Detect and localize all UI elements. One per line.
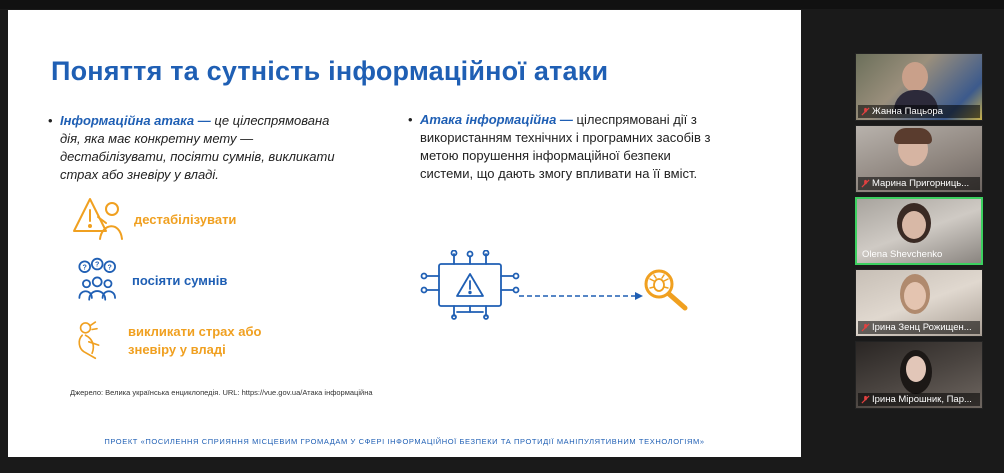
participant-name-text: Ірина Мірошник, Пар...	[872, 394, 972, 405]
bullet: •	[408, 112, 413, 127]
attack-diagram	[419, 250, 701, 320]
slide-title: Поняття та сутність інформаційної атаки	[51, 56, 609, 86]
slide-footer: ПРОЕКТ «ПОСИЛЕННЯ СПРИЯННЯ МІСЦЕВИМ ГРОМАДАМ У СФЕРІ ІНФОРМАЦІЙНОЇ БЕЗПЕКИ ТА ПРОТИДІЇ МАНІПУЛЯТИВНИМ ТЕХНОЛОГІЯМ»	[104, 437, 705, 446]
participant-name	[859, 248, 979, 261]
definition-right	[408, 111, 720, 183]
participant-tile[interactable]	[855, 269, 983, 337]
participant-name	[858, 321, 980, 334]
group-question-icon	[74, 256, 124, 306]
definition-text: цілеспрямовані дії з використанням технічних і програмних засобів з метою порушення інформаційної безпеки системи, що дають змогу впливати на її вміст.	[420, 112, 711, 181]
item-label: дестабілізувати	[134, 212, 237, 227]
participant-name	[858, 393, 980, 406]
participant-name	[858, 105, 980, 118]
computer-network-icon	[422, 251, 519, 320]
muted-mic-icon	[861, 179, 870, 188]
svg-text:?: ?	[107, 263, 112, 272]
fear-person-icon	[74, 316, 120, 366]
participant-name-text: Ірина Зенц Рожищен...	[872, 322, 972, 333]
participant-name-text: Марина Пригорниць...	[872, 178, 970, 189]
definition-left	[48, 112, 350, 184]
participant-tile[interactable]	[855, 341, 983, 409]
definition-term: Атака інформаційна —	[420, 112, 573, 127]
definition-text: це цілеспрямована дія, яка має конкретну мету — дестабілізувати, посіяти сумнів, викликати страх або зневіру у владі.	[60, 113, 335, 182]
bullet: •	[48, 113, 53, 128]
muted-mic-icon	[861, 395, 870, 404]
item-label-text: викликати страх або зневіру у владі	[128, 324, 262, 357]
participant-name-text: Olena Shevchenko	[862, 249, 943, 260]
participant-name	[858, 177, 980, 190]
participant-tile[interactable]	[855, 125, 983, 193]
svg-text:?: ?	[82, 263, 87, 272]
warning-person-icon	[70, 195, 126, 245]
item-doubt	[74, 256, 227, 306]
shared-slide	[8, 10, 801, 457]
item-fear	[74, 316, 278, 366]
item-label: посіяти сумнів	[132, 273, 228, 288]
bug-magnifier-icon	[646, 271, 685, 308]
muted-mic-icon	[861, 323, 870, 332]
definition-term: Інформаційна атака —	[60, 113, 211, 128]
svg-text:?: ?	[95, 260, 100, 269]
participant-name-text: Жанна Пацьора	[872, 106, 943, 117]
participant-tile[interactable]	[855, 53, 983, 121]
top-strip	[0, 0, 1004, 9]
dashed-arrow	[519, 292, 643, 300]
participant-tile-active-speaker[interactable]	[855, 197, 983, 265]
muted-mic-icon	[861, 107, 870, 116]
item-destabilize	[70, 195, 236, 245]
item-label	[128, 323, 278, 359]
source-citation: Джерело: Велика українська енциклопедія. URL: https://vue.gov.ua/Атака інформаційна	[70, 388, 373, 397]
